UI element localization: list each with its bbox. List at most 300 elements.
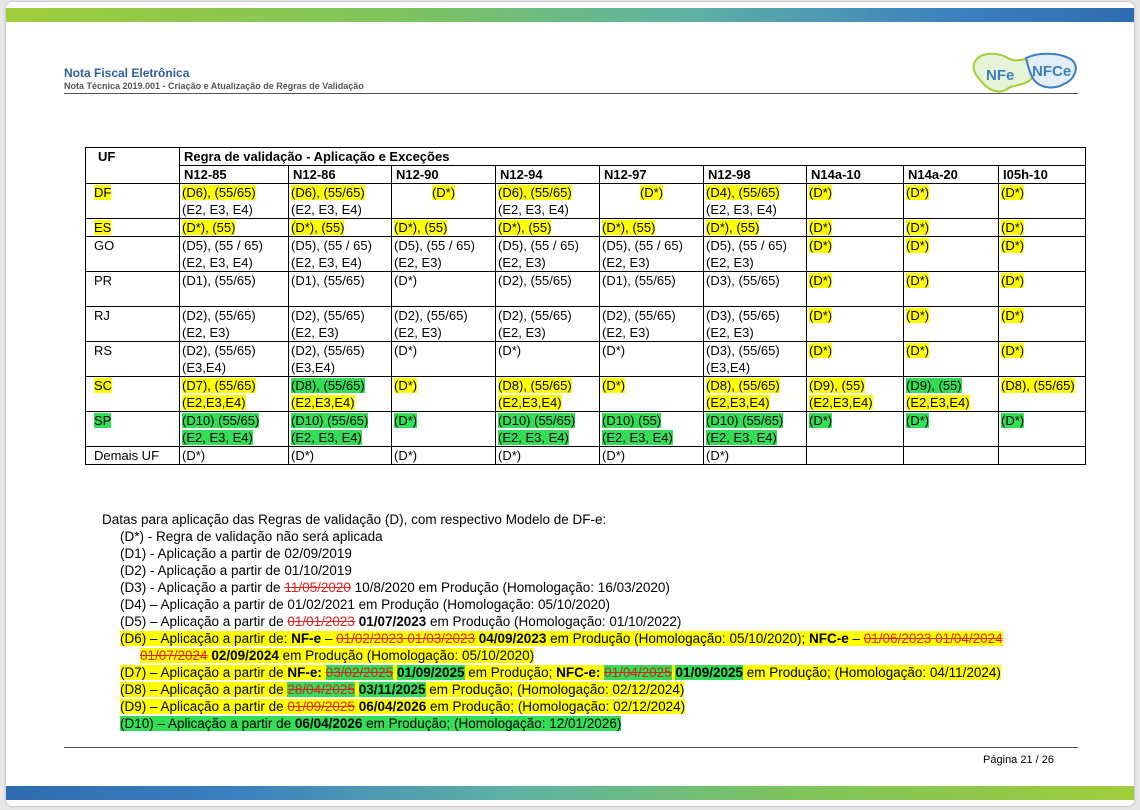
- table-cell: [904, 359, 999, 377]
- uf-label: RS: [94, 343, 113, 358]
- legend-line: [120, 715, 1003, 732]
- table-cell: [392, 429, 496, 447]
- uf-cell: [86, 237, 180, 272]
- bottom-gradient-bar: [6, 786, 1134, 800]
- top-gradient-bar: [6, 8, 1134, 22]
- legend-text: em Produção (Homologação: 01/10/2022): [426, 614, 682, 629]
- cell-value: (D5), (55 / 65): [706, 238, 787, 253]
- legend-text: (D6) – Aplicação a partir de:: [120, 631, 292, 646]
- table-cell: [904, 289, 999, 307]
- legend-line-text: [120, 563, 352, 578]
- table-cell: [904, 219, 999, 237]
- table-cell: [999, 324, 1086, 342]
- legend-line-text: [120, 597, 610, 612]
- legend-text: em Produção (Homologação: 05/10/2020);: [546, 631, 810, 646]
- legend-line: [120, 579, 1003, 596]
- table-cell: [600, 254, 704, 272]
- table-cell: [704, 342, 807, 360]
- table-cell: [496, 219, 600, 237]
- cell-value: (D*): [431, 185, 456, 200]
- cell-value: (D7), (55/65): [182, 378, 256, 393]
- cell-value: (D10) (55/65): [498, 413, 576, 428]
- cell-value: (D*): [1001, 273, 1025, 288]
- table-cell: [704, 219, 807, 237]
- table-cell: [289, 394, 392, 412]
- effective-date: NF-e:: [287, 665, 322, 680]
- table-cell: [999, 394, 1086, 412]
- table-cell: [180, 184, 289, 202]
- cell-value: (D*): [602, 343, 626, 358]
- table-cell: [496, 272, 600, 290]
- effective-date: 01/07/2023: [358, 614, 427, 629]
- cell-value: (E2, E3): [394, 325, 442, 340]
- legend-text: em Produção; (Homologação: 12/01/2026): [362, 716, 622, 731]
- cell-value: (D*): [639, 185, 664, 200]
- table-cell: [289, 429, 392, 447]
- table-cell: [807, 324, 904, 342]
- table-cell: [999, 184, 1086, 202]
- cell-value: (D*), (55): [182, 220, 236, 235]
- legend-line: [120, 664, 1003, 681]
- legend-line: [120, 681, 1003, 698]
- table-cell: [289, 307, 392, 325]
- legend-line: [120, 545, 1003, 562]
- cell-value: (D*): [906, 343, 930, 358]
- page-number: Página 21 / 26: [983, 754, 1054, 766]
- cell-value: (E2, E3): [706, 325, 754, 340]
- cell-value: (D*): [1001, 413, 1025, 428]
- cell-value: (D8), (55/65): [1001, 378, 1075, 393]
- cell-value: (E2, E3, E4): [291, 255, 362, 270]
- cell-value: (D10) (55/65): [706, 413, 784, 428]
- table-cell: [999, 447, 1086, 465]
- table-cell: [180, 237, 289, 255]
- column-header: N12-85: [180, 166, 289, 184]
- table-cell: [392, 184, 496, 202]
- legend-text: (D7) – Aplicação a partir de: [120, 665, 288, 680]
- cell-value: (D4), (55/65): [706, 185, 780, 200]
- uf-label: SP: [94, 413, 112, 428]
- table-cell: [496, 359, 600, 377]
- cell-value: (E2, E3, E4): [498, 202, 569, 217]
- table-cell: [180, 394, 289, 412]
- table-cell: [904, 429, 999, 447]
- legend-text: (D2) - Aplicação a partir de 01/10/2019: [120, 563, 352, 578]
- legend-line-text: [120, 546, 352, 561]
- table-cell: [392, 342, 496, 360]
- table-cell: [392, 201, 496, 219]
- table-cell: [904, 412, 999, 430]
- legend-text: em Produção; (Homologação: 02/12/2024): [425, 682, 685, 697]
- cell-value: (D2), (55/65): [498, 308, 572, 323]
- table-row: [86, 237, 1086, 255]
- cell-value: (D6), (55/65): [182, 185, 256, 200]
- table-cell: [496, 307, 600, 325]
- table-cell: [999, 429, 1086, 447]
- table-row: [86, 377, 1086, 395]
- uf-label: PR: [94, 273, 113, 288]
- cell-value: (E2, E3, E4): [498, 430, 569, 445]
- struck-date: 28/04/2025: [287, 682, 355, 697]
- table-cell: [807, 359, 904, 377]
- cell-value: (D9), (55): [809, 378, 865, 393]
- table-cell: [807, 342, 904, 360]
- table-cell: [180, 307, 289, 325]
- table-cell: [999, 289, 1086, 307]
- uf-label: Demais UF: [94, 448, 160, 463]
- legend-text: (D9) – Aplicação a partir de: [120, 699, 288, 714]
- cell-value: (D*): [1001, 220, 1025, 235]
- table-cell: [807, 219, 904, 237]
- legend-line: [120, 698, 1003, 715]
- uf-cell: [86, 377, 180, 412]
- cell-value: (D2), (55/65): [394, 308, 468, 323]
- table-cell: [807, 412, 904, 430]
- cell-value: (E2, E3, E4): [182, 255, 253, 270]
- legend-text: –: [848, 631, 864, 646]
- uf-cell: [86, 412, 180, 447]
- legend-line-text: [120, 631, 1003, 646]
- table-cell: [904, 307, 999, 325]
- cell-value: (D*): [809, 413, 833, 428]
- table-cell: [600, 219, 704, 237]
- table-cell: [289, 254, 392, 272]
- table-cell: [704, 412, 807, 430]
- table-cell: [496, 201, 600, 219]
- table-cell: [999, 254, 1086, 272]
- cell-value: (D*), (55): [706, 220, 760, 235]
- table-cell: [496, 342, 600, 360]
- table-cell: [999, 412, 1086, 430]
- legend-text: (D4) – Aplicação a partir de 01/02/2021 em Produção (Homologação: 05/10/2020): [120, 597, 611, 612]
- table-cell: [289, 184, 392, 202]
- table-cell: [496, 184, 600, 202]
- table-cell: [600, 324, 704, 342]
- uf-label: DF: [94, 185, 112, 200]
- table-row: [86, 412, 1086, 430]
- table-cell: [496, 237, 600, 255]
- cell-value: (D9), (55): [906, 378, 962, 393]
- table-cell: [704, 307, 807, 325]
- column-header: N12-90: [392, 166, 496, 184]
- table-row: [86, 219, 1086, 237]
- cell-value: (D10) (55): [602, 413, 662, 428]
- cell-value: (E2, E3): [706, 255, 754, 270]
- cell-value: (E3,E4): [182, 360, 227, 375]
- legend-line-text: [120, 682, 684, 697]
- cell-value: (E2, E3): [602, 255, 650, 270]
- table-cell: [289, 324, 392, 342]
- effective-date: NFC-e:: [556, 665, 601, 680]
- table-cell: [807, 377, 904, 395]
- legend-text: (D1) - Aplicação a partir de 02/09/2019: [120, 546, 352, 561]
- table-cell: [600, 359, 704, 377]
- uf-cell: [86, 447, 180, 465]
- cell-value: (E2, E3, E4): [182, 202, 253, 217]
- uf-column-header: UF: [86, 148, 180, 184]
- table-cell: [704, 324, 807, 342]
- table-cell: [904, 184, 999, 202]
- table-cell: [999, 219, 1086, 237]
- legend-text: em Produção; (Homologação: 04/11/2024): [743, 665, 1001, 680]
- cell-value: (D2), (55/65): [498, 273, 572, 288]
- cell-value: (D2), (55/65): [291, 308, 365, 323]
- legend-line-text: [120, 716, 621, 731]
- header-divider: [64, 93, 1078, 94]
- cell-value: (D3), (55/65): [706, 308, 780, 323]
- table-cell: [904, 254, 999, 272]
- document-title: Nota Fiscal Eletrônica: [64, 66, 190, 80]
- table-cell: [600, 394, 704, 412]
- cell-value: (E2, E3, E4): [602, 430, 673, 445]
- table-cell: [704, 394, 807, 412]
- cell-value: (D*), (55): [291, 220, 345, 235]
- legend-text: (D5) – Aplicação a partir de: [120, 614, 288, 629]
- logo-nfce-text: NFCe: [1032, 63, 1072, 80]
- table-row-continuation: [86, 359, 1086, 377]
- table-cell: [392, 359, 496, 377]
- table-cell: [600, 184, 704, 202]
- cell-value: (D8), (55/65): [706, 378, 780, 393]
- column-header: I05h-10: [999, 166, 1086, 184]
- table-cell: [600, 447, 704, 465]
- column-header: N14a-10: [807, 166, 904, 184]
- table-cell: [904, 237, 999, 255]
- table-cell: [289, 201, 392, 219]
- legend-line: [120, 630, 1003, 647]
- cell-value: (D*): [809, 220, 833, 235]
- uf-label: ES: [94, 220, 112, 235]
- cell-value: (D*): [498, 448, 522, 463]
- legend-line: [120, 562, 1003, 579]
- cell-value: (D*): [706, 448, 730, 463]
- table-cell: [904, 324, 999, 342]
- table-cell: [180, 429, 289, 447]
- table-row-continuation: [86, 429, 1086, 447]
- table-header-row: [86, 148, 1086, 166]
- column-header: N12-98: [704, 166, 807, 184]
- cell-value: (D2), (55/65): [602, 308, 676, 323]
- table-cell: [904, 394, 999, 412]
- nfe-nfce-logo: [968, 50, 1080, 96]
- cell-value: (D5), (55 / 65): [394, 238, 475, 253]
- cell-value: (D*): [809, 308, 833, 323]
- cell-value: (E2, E3, E4): [291, 430, 362, 445]
- table-cell: [289, 377, 392, 395]
- cell-value: (E2, E3): [498, 325, 546, 340]
- cell-value: (D1), (55/65): [182, 273, 256, 288]
- legend-line-text: [120, 580, 670, 595]
- table-cell: [392, 219, 496, 237]
- table-cell: [807, 307, 904, 325]
- effective-date: 06/04/2026: [358, 699, 427, 714]
- cell-value: (D*): [906, 413, 930, 428]
- effective-date: 06/04/2026: [294, 716, 363, 731]
- cell-value: (D1), (55/65): [602, 273, 676, 288]
- cell-value: (D10) (55/65): [182, 413, 260, 428]
- cell-value: (D*), (55): [498, 220, 552, 235]
- cell-value: (D*), (55): [394, 220, 448, 235]
- cell-value: (E2,E3,E4): [182, 395, 246, 410]
- uf-label: GO: [94, 238, 115, 253]
- table-cell: [704, 201, 807, 219]
- table-cell: [807, 184, 904, 202]
- table-row: [86, 272, 1086, 290]
- table-row: [86, 307, 1086, 325]
- cell-value: (D*): [809, 273, 833, 288]
- table-cell: [496, 447, 600, 465]
- table-cell: [392, 377, 496, 395]
- table-cell: [180, 289, 289, 307]
- cell-value: (D*): [498, 343, 522, 358]
- cell-value: (D*): [1001, 185, 1025, 200]
- uf-label: SC: [94, 378, 113, 393]
- table-cell: [600, 272, 704, 290]
- cell-value: (D*): [809, 238, 833, 253]
- legend-intro: Datas para aplicação das Regras de validação (D), com respectivo Modelo de DF-e:: [102, 512, 607, 527]
- cell-value: (E2,E3,E4): [706, 395, 770, 410]
- table-cell: [904, 377, 999, 395]
- uf-cell: [86, 184, 180, 219]
- legend-text: (D3) - Aplicação a partir de: [120, 580, 285, 595]
- table-cell: [600, 201, 704, 219]
- struck-date: 01/02/2023 01/03/2023: [336, 631, 475, 646]
- table-cell: [392, 237, 496, 255]
- legend-text: (D10) – Aplicação a partir de: [120, 716, 295, 731]
- table-cell: [289, 219, 392, 237]
- table-cell: [180, 219, 289, 237]
- column-header: N12-97: [600, 166, 704, 184]
- cell-value: (D10) (55/65): [291, 413, 369, 428]
- cell-value: (E3,E4): [706, 360, 751, 375]
- legend-line: [120, 528, 1003, 545]
- table-cell: [180, 201, 289, 219]
- table-cell: [289, 342, 392, 360]
- table-cell: [704, 429, 807, 447]
- table-cell: [496, 377, 600, 395]
- table-column-header-row: [86, 166, 1086, 184]
- table-cell: [807, 254, 904, 272]
- table-cell: [999, 377, 1086, 395]
- document-page: [6, 2, 1134, 806]
- table-cell: [180, 412, 289, 430]
- table-cell: [496, 429, 600, 447]
- document-subtitle: Nota Técnica 2019.001 - Criação e Atualização de Regras de Validação: [64, 81, 364, 91]
- column-header: N12-94: [496, 166, 600, 184]
- uf-cell: [86, 342, 180, 377]
- table-cell: [600, 342, 704, 360]
- cell-value: (E2,E3,E4): [906, 395, 970, 410]
- cell-value: (D6), (55/65): [291, 185, 365, 200]
- legend-text: –: [321, 631, 337, 646]
- legend-line: [120, 596, 1003, 613]
- legend-line: [120, 613, 1003, 630]
- table-cell: [600, 237, 704, 255]
- cell-value: (D*): [809, 185, 833, 200]
- table-cell: [904, 272, 999, 290]
- table-row-continuation: [86, 201, 1086, 219]
- cell-value: (D8), (55/65): [291, 378, 365, 393]
- cell-value: (E2, E3): [602, 325, 650, 340]
- table-cell: [904, 201, 999, 219]
- table-row: [86, 184, 1086, 202]
- effective-date: 01/09/2025: [396, 665, 465, 680]
- cell-value: (D*): [602, 448, 626, 463]
- cell-value: (E2,E3,E4): [809, 395, 873, 410]
- table-cell: [496, 394, 600, 412]
- table-cell: [289, 272, 392, 290]
- uf-label: RJ: [94, 308, 110, 323]
- table-cell: [392, 272, 496, 290]
- table-cell: [392, 394, 496, 412]
- struck-date: 01/07/2024: [140, 648, 208, 663]
- table-cell: [289, 359, 392, 377]
- table-row: [86, 342, 1086, 360]
- struck-date: 03/02/2025: [325, 665, 394, 680]
- uf-cell: [86, 272, 180, 307]
- table-cell: [496, 289, 600, 307]
- table-cell: [704, 377, 807, 395]
- table-cell: [289, 237, 392, 255]
- effective-date: 03/11/2025: [358, 682, 426, 697]
- uf-cell: [86, 307, 180, 342]
- legend-line: [140, 647, 1003, 664]
- table-cell: [496, 254, 600, 272]
- cell-value: (E2,E3,E4): [498, 395, 562, 410]
- table-cell: [180, 254, 289, 272]
- cell-value: (D*): [1001, 238, 1025, 253]
- cell-value: (D5), (55 / 65): [498, 238, 579, 253]
- table-cell: [180, 272, 289, 290]
- struck-date: 01/09/2025: [287, 699, 355, 714]
- cell-value: (E2, E3): [394, 255, 442, 270]
- table-cell: [999, 201, 1086, 219]
- cell-value: (D*): [182, 448, 206, 463]
- table-cell: [180, 342, 289, 360]
- cell-value: (D8), (55/65): [498, 378, 572, 393]
- legend-text: 10/8/2020 em Produção (Homologação: 16/03/2020): [350, 580, 670, 595]
- cell-value: (E3,E4): [291, 360, 336, 375]
- table-cell: [807, 237, 904, 255]
- table-cell: [704, 272, 807, 290]
- table-cell: [999, 272, 1086, 290]
- table-cell: [999, 307, 1086, 325]
- table-cell: [807, 289, 904, 307]
- table-cell: [704, 237, 807, 255]
- table-cell: [392, 412, 496, 430]
- cell-value: (D*): [394, 273, 418, 288]
- table-row-continuation: [86, 289, 1086, 307]
- cell-value: (D*): [809, 343, 833, 358]
- legend-line-text: [120, 665, 1001, 680]
- table-cell: [392, 447, 496, 465]
- table-cell: [180, 447, 289, 465]
- cell-value: (D*): [906, 308, 930, 323]
- column-header: N14a-20: [904, 166, 999, 184]
- cell-value: (D6), (55/65): [498, 185, 572, 200]
- table-row-continuation: [86, 254, 1086, 272]
- table-cell: [600, 307, 704, 325]
- table-row: [86, 447, 1086, 465]
- table-cell: [904, 342, 999, 360]
- cell-value: (D5), (55 / 65): [182, 238, 263, 253]
- cell-value: (D1), (55/65): [291, 273, 365, 288]
- legend-line-text: [120, 699, 685, 714]
- cell-value: (E2, E3, E4): [291, 202, 362, 217]
- table-cell: [392, 307, 496, 325]
- struck-date: 11/05/2020: [284, 580, 351, 595]
- rule-group-header: Regra de validação - Aplicação e Exceções: [180, 148, 1086, 166]
